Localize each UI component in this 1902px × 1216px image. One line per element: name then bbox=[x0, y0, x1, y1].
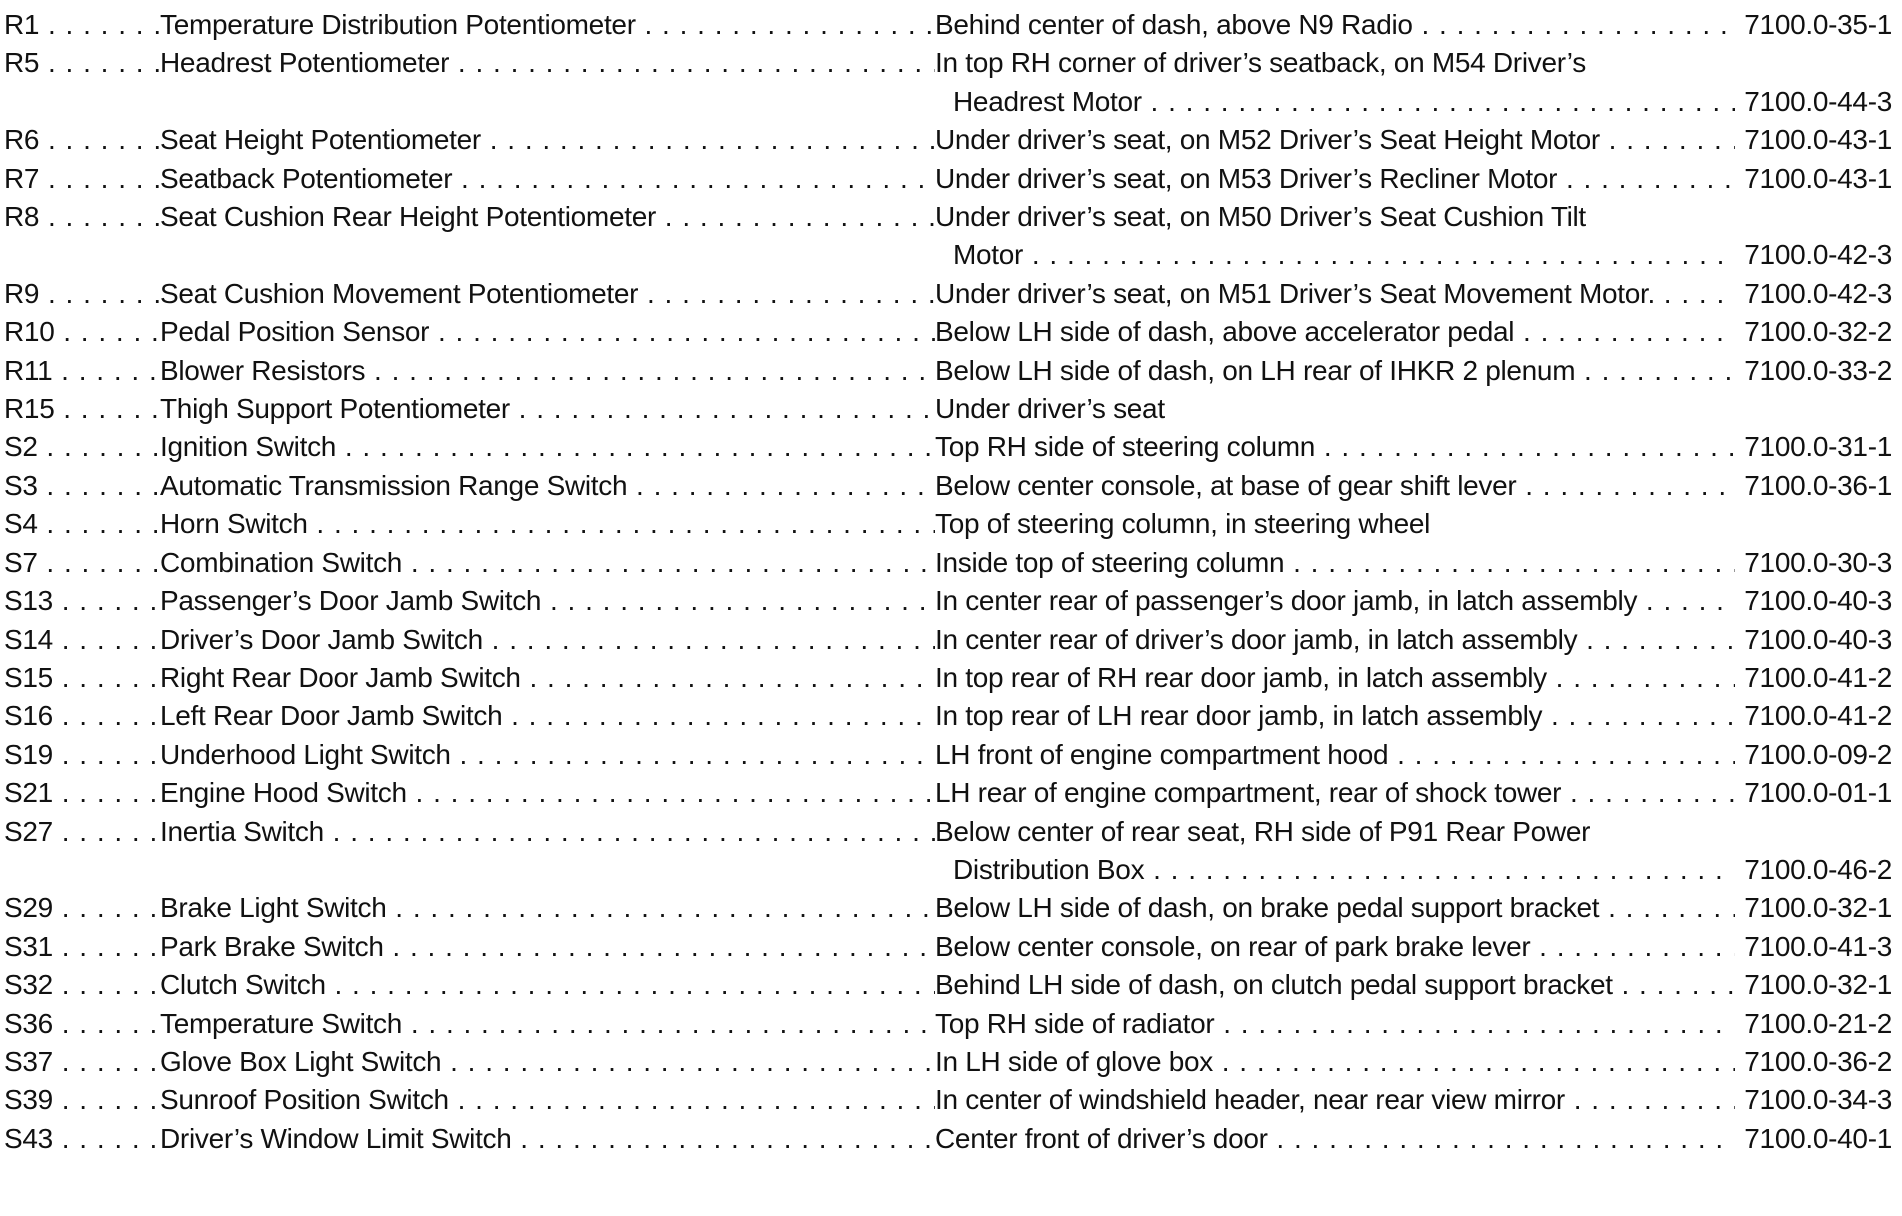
table-row bbox=[0, 697, 1902, 735]
table-row bbox=[0, 275, 1902, 313]
component-name: Temperature Distribution Potentiometer . . . bbox=[160, 6, 935, 44]
location-line-1: Behind center of dash, above N9 Radio . . . bbox=[935, 6, 1735, 44]
component-location bbox=[935, 659, 1735, 697]
component-name: Seat Cushion Rear Height Potentiometer . . . bbox=[160, 198, 935, 275]
component-name: Headrest Potentiometer . . . bbox=[160, 44, 935, 121]
component-code: S29 . . . bbox=[0, 889, 160, 927]
page-reference: 7100.0-34-3 bbox=[1744, 1084, 1892, 1116]
component-code: R10 . . . bbox=[0, 313, 160, 351]
table-row bbox=[0, 1043, 1902, 1081]
table-row bbox=[0, 544, 1902, 582]
component-location bbox=[935, 928, 1735, 966]
component-code: S27 . . . bbox=[0, 813, 160, 890]
component-name: Right Rear Door Jamb Switch . . . bbox=[160, 659, 935, 697]
component-code: S31 . . . bbox=[0, 928, 160, 966]
component-name: Combination Switch . . . bbox=[160, 544, 935, 582]
page-reference-cell bbox=[1735, 1005, 1902, 1043]
location-line-1: Below LH side of dash, on LH rear of IHKR 2 plenum . . . bbox=[935, 352, 1735, 390]
component-code: S15 . . . bbox=[0, 659, 160, 697]
table-row bbox=[0, 774, 1902, 812]
component-name: Driver’s Window Limit Switch . . . bbox=[160, 1120, 935, 1158]
component-code: S4 . . . bbox=[0, 505, 160, 543]
table-row bbox=[0, 505, 1902, 543]
table-row bbox=[0, 813, 1902, 890]
component-code: S16 . . . bbox=[0, 697, 160, 735]
component-name: Glove Box Light Switch . . . bbox=[160, 1043, 935, 1081]
component-name: Seat Height Potentiometer . . . bbox=[160, 121, 935, 159]
component-location bbox=[935, 813, 1735, 890]
table-row bbox=[0, 889, 1902, 927]
page-reference: 7100.0-46-2 bbox=[1744, 853, 1892, 885]
location-line-1: Below center console, on rear of park brake lever . . . bbox=[935, 928, 1735, 966]
component-location bbox=[935, 1120, 1735, 1158]
location-line-1: Top RH side of radiator . . . bbox=[935, 1005, 1735, 1043]
location-line-1: In LH side of glove box . . . bbox=[935, 1043, 1735, 1081]
table-row bbox=[0, 313, 1902, 351]
component-location bbox=[935, 621, 1735, 659]
component-location bbox=[935, 1081, 1735, 1119]
table-row bbox=[0, 1081, 1902, 1119]
page-reference: 7100.0-41-2 bbox=[1744, 661, 1892, 693]
component-location bbox=[935, 697, 1735, 735]
table-row bbox=[0, 352, 1902, 390]
page-reference-cell bbox=[1735, 1043, 1902, 1081]
component-location bbox=[935, 313, 1735, 351]
location-line-1: In center rear of driver’s door jamb, in latch assembly . . . bbox=[935, 621, 1735, 659]
page-reference-cell bbox=[1735, 6, 1902, 44]
page-reference-cell bbox=[1735, 505, 1902, 543]
location-line-1: Top of steering column, in steering wheel bbox=[935, 508, 1431, 540]
component-location bbox=[935, 467, 1735, 505]
component-location bbox=[935, 275, 1735, 313]
page-reference: 7100.0-35-1 bbox=[1744, 9, 1892, 40]
component-code: S14 . . . bbox=[0, 621, 160, 659]
location-line-1: Under driver’s seat, on M50 Driver’s Seat Cushion Tilt bbox=[935, 201, 1586, 233]
component-code: R8 . . . bbox=[0, 198, 160, 275]
location-line-1: Inside top of steering column . . . bbox=[935, 544, 1735, 582]
table-row bbox=[0, 198, 1902, 275]
component-code: R9 . . . bbox=[0, 275, 160, 313]
component-code: S37 . . . bbox=[0, 1043, 160, 1081]
component-name: Thigh Support Potentiometer . . . bbox=[160, 390, 935, 428]
page-reference-cell bbox=[1735, 889, 1902, 927]
component-location bbox=[935, 1043, 1735, 1081]
table-row bbox=[0, 6, 1902, 44]
location-line-1: Under driver’s seat bbox=[935, 393, 1165, 425]
page-reference: 7100.0-09-2 bbox=[1744, 738, 1892, 770]
page-reference-cell bbox=[1735, 774, 1902, 812]
table-row bbox=[0, 736, 1902, 774]
page-reference: 7100.0-36-2 bbox=[1744, 1045, 1892, 1077]
location-line-1: In center of windshield header, near rear view mirror . . . bbox=[935, 1081, 1735, 1119]
component-name: Underhood Light Switch . . . bbox=[160, 736, 935, 774]
page-reference-cell bbox=[1735, 428, 1902, 466]
page-reference: 7100.0-42-3 bbox=[1744, 239, 1892, 271]
page-reference-cell bbox=[1735, 160, 1902, 198]
location-line-1: Center front of driver’s door . . . bbox=[935, 1120, 1735, 1158]
location-line-1: Under driver’s seat, on M52 Driver’s Seat Height Motor . . . bbox=[935, 121, 1735, 159]
table-row bbox=[0, 428, 1902, 466]
page-reference: 7100.0-33-2 bbox=[1744, 354, 1892, 386]
location-line-1: Below LH side of dash, above accelerator pedal . . . bbox=[935, 313, 1735, 351]
page-reference-cell bbox=[1735, 966, 1902, 1004]
component-location bbox=[935, 889, 1735, 927]
page-reference: 7100.0-01-1 bbox=[1744, 777, 1892, 809]
page-reference-cell bbox=[1735, 582, 1902, 620]
location-line-1: Under driver’s seat, on M51 Driver’s Seat Movement Motor. . . . bbox=[935, 275, 1735, 313]
component-code: S3 . . . bbox=[0, 467, 160, 505]
component-code: R11 . . . bbox=[0, 352, 160, 390]
page-reference-cell bbox=[1735, 44, 1902, 121]
page-reference: 7100.0-40-3 bbox=[1744, 585, 1892, 617]
component-code: S7 . . . bbox=[0, 544, 160, 582]
component-location bbox=[935, 544, 1735, 582]
component-location bbox=[935, 966, 1735, 1004]
component-code: R5 . . . bbox=[0, 44, 160, 121]
component-location bbox=[935, 505, 1735, 543]
location-line-1: Behind LH side of dash, on clutch pedal support bracket . . . bbox=[935, 966, 1735, 1004]
page-reference: 7100.0-41-3 bbox=[1744, 930, 1892, 962]
table-row bbox=[0, 1120, 1902, 1158]
page-reference-cell bbox=[1735, 736, 1902, 774]
table-row bbox=[0, 467, 1902, 505]
component-code: R7 . . . bbox=[0, 160, 160, 198]
component-code: S19 . . . bbox=[0, 736, 160, 774]
page-reference-cell bbox=[1735, 313, 1902, 351]
component-location bbox=[935, 582, 1735, 620]
component-code: S32 . . . bbox=[0, 966, 160, 1004]
component-name: Seat Cushion Movement Potentiometer . . . bbox=[160, 275, 935, 313]
component-location bbox=[935, 390, 1735, 428]
component-name: Brake Light Switch . . . bbox=[160, 889, 935, 927]
table-row bbox=[0, 390, 1902, 428]
table-row bbox=[0, 1005, 1902, 1043]
component-name: Clutch Switch . . . bbox=[160, 966, 935, 1004]
location-line-1: In center rear of passenger’s door jamb, in latch assembly . . . bbox=[935, 582, 1735, 620]
page-reference-cell bbox=[1735, 198, 1902, 275]
location-line-1: LH front of engine compartment hood . . . bbox=[935, 736, 1735, 774]
component-name: Seatback Potentiometer . . . bbox=[160, 160, 935, 198]
component-name: Left Rear Door Jamb Switch . . . bbox=[160, 697, 935, 735]
table-row bbox=[0, 928, 1902, 966]
table-row bbox=[0, 966, 1902, 1004]
component-name: Engine Hood Switch . . . bbox=[160, 774, 935, 812]
component-name: Inertia Switch . . . bbox=[160, 813, 935, 890]
location-line-1: In top RH corner of driver’s seatback, on M54 Driver’s bbox=[935, 47, 1586, 79]
component-code: S13 . . . bbox=[0, 582, 160, 620]
location-line-1: In top rear of LH rear door jamb, in latch assembly . . . bbox=[935, 697, 1735, 735]
page-reference: 7100.0-42-3 bbox=[1744, 277, 1892, 309]
table-row bbox=[0, 621, 1902, 659]
page-reference: 7100.0-41-2 bbox=[1744, 700, 1892, 732]
location-line-1: Under driver’s seat, on M53 Driver’s Recliner Motor . . . bbox=[935, 160, 1735, 198]
component-name: Driver’s Door Jamb Switch . . . bbox=[160, 621, 935, 659]
page-reference: 7100.0-31-1 bbox=[1744, 431, 1892, 463]
component-location bbox=[935, 736, 1735, 774]
table-row bbox=[0, 582, 1902, 620]
page-reference: 7100.0-36-1 bbox=[1744, 469, 1892, 501]
component-location bbox=[935, 6, 1735, 44]
component-name: Sunroof Position Switch . . . bbox=[160, 1081, 935, 1119]
component-code: S36 . . . bbox=[0, 1005, 160, 1043]
page-reference-cell bbox=[1735, 352, 1902, 390]
table-row bbox=[0, 659, 1902, 697]
page-reference-cell bbox=[1735, 1120, 1902, 1158]
page-reference-cell bbox=[1735, 121, 1902, 159]
component-location bbox=[935, 121, 1735, 159]
page-reference-cell bbox=[1735, 390, 1902, 428]
location-line-2: Headrest Motor . . . bbox=[935, 83, 1735, 121]
page-reference-cell bbox=[1735, 621, 1902, 659]
location-line-1: LH rear of engine compartment, rear of shock tower . . . bbox=[935, 774, 1735, 812]
component-name: Park Brake Switch . . . bbox=[160, 928, 935, 966]
page-reference: 7100.0-32-2 bbox=[1744, 316, 1892, 348]
component-code: S43 . . . bbox=[0, 1120, 160, 1158]
component-code: R15 . . . bbox=[0, 390, 160, 428]
page-reference: 7100.0-44-3 bbox=[1744, 85, 1892, 117]
page-reference: 7100.0-30-3 bbox=[1744, 546, 1892, 578]
location-line-1: Below center of rear seat, RH side of P91 Rear Power bbox=[935, 815, 1591, 847]
component-code: S21 . . . bbox=[0, 774, 160, 812]
component-code: R1 . . . bbox=[0, 6, 160, 44]
page-reference: 7100.0-21-2 bbox=[1744, 1007, 1892, 1039]
component-location bbox=[935, 160, 1735, 198]
page-reference: 7100.0-43-1 bbox=[1744, 124, 1892, 156]
page-reference: 7100.0-43-1 bbox=[1744, 162, 1892, 194]
table-row bbox=[0, 121, 1902, 159]
table-row bbox=[0, 160, 1902, 198]
location-line-1: In top rear of RH rear door jamb, in latch assembly . . . bbox=[935, 659, 1735, 697]
page-reference: 7100.0-40-3 bbox=[1744, 623, 1892, 655]
page-reference-cell bbox=[1735, 1081, 1902, 1119]
page-reference: 7100.0-32-1 bbox=[1744, 892, 1892, 924]
component-name: Temperature Switch . . . bbox=[160, 1005, 935, 1043]
page-reference-cell bbox=[1735, 697, 1902, 735]
component-location bbox=[935, 428, 1735, 466]
page-reference-cell bbox=[1735, 275, 1902, 313]
component-location bbox=[935, 774, 1735, 812]
component-location bbox=[935, 352, 1735, 390]
component-location-table bbox=[0, 6, 1902, 1158]
component-location bbox=[935, 198, 1735, 275]
page-reference-cell bbox=[1735, 813, 1902, 890]
location-line-2: Distribution Box . . . bbox=[935, 851, 1735, 889]
location-line-1: Top RH side of steering column . . . bbox=[935, 428, 1735, 466]
component-location bbox=[935, 1005, 1735, 1043]
location-line-1: Below LH side of dash, on brake pedal support bracket . . . bbox=[935, 889, 1735, 927]
component-code: S39 . . . bbox=[0, 1081, 160, 1119]
page-reference-cell bbox=[1735, 928, 1902, 966]
component-location bbox=[935, 44, 1735, 121]
page-reference: 7100.0-40-1 bbox=[1744, 1122, 1892, 1154]
component-name: Pedal Position Sensor . . . bbox=[160, 313, 935, 351]
component-name: Ignition Switch . . . bbox=[160, 428, 935, 466]
component-name: Blower Resistors . . . bbox=[160, 352, 935, 390]
page-reference: 7100.0-32-1 bbox=[1744, 969, 1892, 1001]
page-reference-cell bbox=[1735, 659, 1902, 697]
component-name: Horn Switch . . . bbox=[160, 505, 935, 543]
page-reference-cell bbox=[1735, 544, 1902, 582]
component-name: Passenger’s Door Jamb Switch . . . bbox=[160, 582, 935, 620]
component-code: R6 . . . bbox=[0, 121, 160, 159]
component-name: Automatic Transmission Range Switch . . . bbox=[160, 467, 935, 505]
location-line-2: Motor . . . bbox=[935, 236, 1735, 274]
location-line-1: Below center console, at base of gear shift lever . . . bbox=[935, 467, 1735, 505]
table-row bbox=[0, 44, 1902, 121]
component-code: S2 . . . bbox=[0, 428, 160, 466]
page-reference-cell bbox=[1735, 467, 1902, 505]
